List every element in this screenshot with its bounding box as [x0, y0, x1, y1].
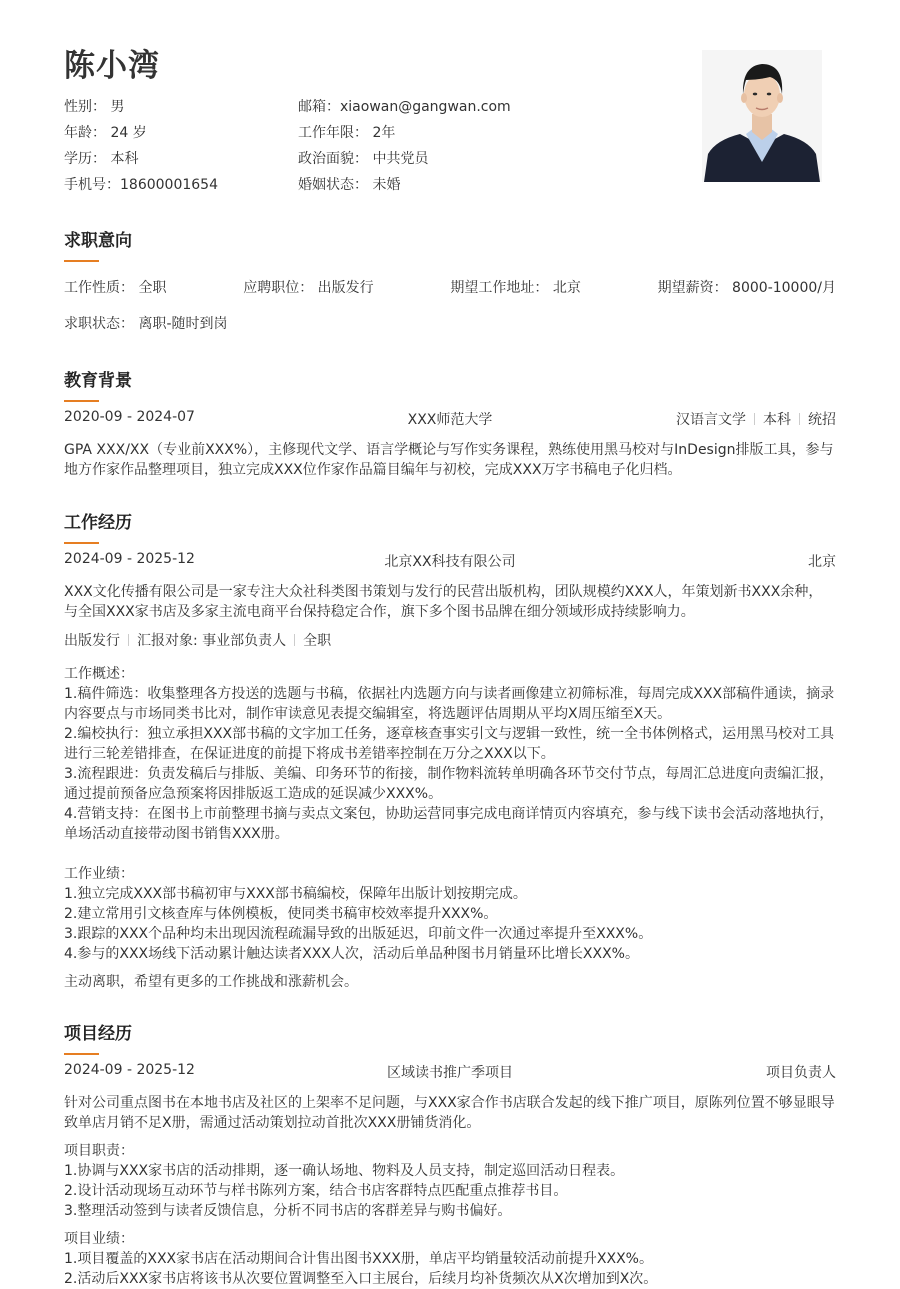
report-to-tag: 汇报对象: 事业部负责人: [137, 633, 287, 649]
education-header-row: [64, 409, 836, 429]
job-nature: 工作性质： 全职: [64, 280, 167, 296]
duty-item: 3.整理活动签到与读者反馈信息，分析不同书店的客群差异与购书偏好。: [64, 1203, 512, 1219]
basic-info: [64, 96, 624, 200]
education-section: [64, 366, 836, 480]
work-tags: [64, 630, 836, 650]
education-details: [676, 409, 836, 429]
company-name: 北京XX科技有限公司: [384, 554, 516, 570]
overview-label: 工作概述：: [64, 666, 134, 682]
intent-row: [64, 313, 836, 333]
expected-location: 期望工作地址： 北京: [450, 280, 581, 296]
info-row: [64, 174, 624, 200]
marital-status-field: 婚姻状态： 未婚: [298, 177, 401, 193]
divider: [294, 634, 295, 646]
enrollment-type: 统招: [808, 412, 836, 428]
job-status: 求职状态： 离职-随时到岗: [64, 316, 228, 332]
profile-photo: [702, 50, 822, 182]
result-label: 项目业绩：: [64, 1231, 134, 1247]
result-item: 1.项目覆盖的XXX家书店在活动期间合计售出图书XXX册，单店平均销量较活动前提升XXX%。: [64, 1251, 653, 1267]
employment-type-tag: 全职: [303, 633, 332, 649]
work-date: 2024-09 - 2025-12: [64, 551, 195, 567]
political-status-field: 政治面貌： 中共党员: [298, 151, 429, 167]
applied-position: 应聘职位： 出版发行: [243, 280, 374, 296]
project-name: 区域读书推广季项目: [387, 1065, 513, 1081]
overview-item: 2.编校执行：独立承担XXX部书稿的文字加工任务，逐章核查事实引文与逻辑一致性，统一全书体例格式，运用黑马校对工具进行三轮差错排查，在保证进度的前提下将成书差错率控制在万分之XXX以下。: [64, 726, 835, 762]
divider: [799, 413, 800, 425]
achievement-item: 4.参与的XXX场线下活动累计触达读者XXX人次，活动后单品种图书月销量环比增长XXX%。: [64, 946, 639, 962]
leave-reason: 主动离职，希望有更多的工作挑战和涨薪机会。: [64, 974, 358, 990]
project-section: [64, 1019, 836, 1289]
age-field: 年龄： 24 岁: [64, 125, 147, 141]
project-date: 2024-09 - 2025-12: [64, 1062, 195, 1078]
overview-item: 4.营销支持：在图书上市前整理书摘与卖点文案包，协助运营同事完成电商详情页内容填充，参与线下读书会活动落地执行，单场活动直接带动图书销售XXX册。: [64, 806, 834, 842]
section-underline: [64, 542, 99, 544]
person-portrait-icon: [702, 50, 822, 182]
email-field: 邮箱：xiaowan@gangwan.com: [298, 99, 511, 115]
info-row: [64, 148, 624, 174]
achievement-item: 3.跟踪的XXX个品种均未出现因流程疏漏导致的出版延迟，印前文件一次通过率提升至XXX%。: [64, 926, 653, 942]
intent-row: [64, 277, 836, 297]
company-intro: XXX文化传播有限公司是一家专注大众社科类图书策划与发行的民营出版机构，团队规模约XXX人，年策划新书XXX余种，与全国XXX家书店及多家主流电商平台保持稳定合作，旗下多个图书品牌在细分领域形成持续影响力。: [64, 584, 823, 620]
degree: 本科: [763, 412, 791, 428]
achievement-item: 1.独立完成XXX部书稿初审与XXX部书稿编校，保障年出版计划按期完成。: [64, 886, 527, 902]
section-title: 求职意向: [64, 231, 132, 251]
overview-item: 3.流程跟进：负责发稿后与排版、美编、印务环节的衔接，制作物料流转单明确各环节交付节点，每周汇总进度向责编汇报，通过提前预备应急预案将因排版返工造成的延误减少XXX%。: [64, 766, 834, 802]
info-row: [64, 122, 624, 148]
gender-field: 性别： 男: [64, 99, 125, 115]
candidate-name: 陈小湾: [64, 48, 160, 84]
work-years-field: 工作年限： 2年: [298, 125, 396, 141]
divider: [754, 413, 755, 425]
duty-item: 2.设计活动现场互动环节与样书陈列方案，结合书店客群特点匹配重点推荐书目。: [64, 1183, 568, 1199]
result-item: 2.活动后XXX家书店将该书从次要位置调整至入口主展台，后续月均补货频次从X次增加到X次。: [64, 1271, 658, 1287]
section-underline: [64, 260, 99, 262]
project-header-row: [64, 1062, 836, 1082]
job-intent-section: [64, 226, 836, 333]
achievement-item: 2.建立常用引文核查库与体例模板，使同类书稿审校效率提升XXX%。: [64, 906, 498, 922]
work-header-row: [64, 551, 836, 571]
section-title: 工作经历: [64, 513, 132, 533]
education-date: 2020-09 - 2024-07: [64, 409, 195, 425]
duty-item: 1.协调与XXX家书店的活动排期，逐一确认场地、物料及人员支持，制定巡回活动日程表。: [64, 1163, 625, 1179]
work-section: [64, 508, 836, 992]
divider: [128, 634, 129, 646]
school-name: XXX师范大学: [407, 412, 493, 428]
expected-salary: 期望薪资： 8000-10000/月: [657, 280, 836, 296]
section-underline: [64, 400, 99, 402]
duty-label: 项目职责：: [64, 1143, 134, 1159]
section-title: 项目经历: [64, 1024, 132, 1044]
major: 汉语言文学: [676, 412, 746, 428]
work-city: 北京: [808, 554, 836, 570]
info-row: [64, 96, 624, 122]
project-description: 针对公司重点图书在本地书店及社区的上架率不足问题，与XXX家合作书店联合发起的线下推广项目，原陈列位置不够显眼导致单店月销不足X册，需通过活动策划拉动首批次XXX册铺货消化。: [64, 1095, 835, 1131]
section-title: 教育背景: [64, 371, 132, 391]
project-role: 项目负责人: [766, 1065, 836, 1081]
achievement-label: 工作业绩：: [64, 866, 134, 882]
section-underline: [64, 1053, 99, 1055]
overview-item: 1.稿件筛选：收集整理各方投送的选题与书稿，依据社内选题方向与读者画像建立初筛标准，每周完成XXX部稿件通读，摘录内容要点与市场同类书比对，制作审读意见表提交编辑室，将选题评估周期从平均X周压缩至X天。: [64, 686, 835, 722]
education-description: GPA XXX/XX（专业前XXX%），主修现代文学、语言学概论与写作实务课程，熟练使用黑马校对与InDesign排版工具，参与地方作家作品整理项目，独立完成XXX位作家作品篇目编年与初校，完成XXX万字书稿电子化归档。: [64, 442, 834, 478]
phone-field: 手机号：18600001654: [64, 177, 218, 193]
department-tag: 出版发行: [64, 633, 120, 649]
education-level-field: 学历： 本科: [64, 151, 139, 167]
